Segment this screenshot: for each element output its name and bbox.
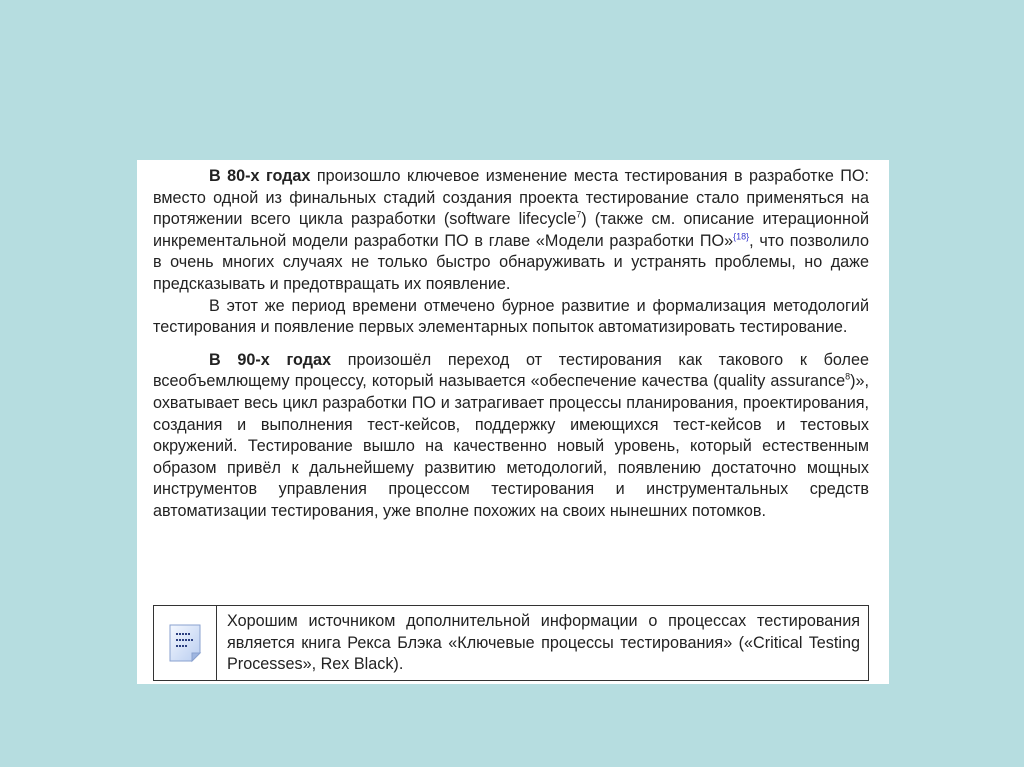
paragraph-80s-text-a: произошло ключевое изменение места тестирования в разработке ПО: вместо одной из финальных стадий создания проекта тестирование стало применяться на протяжении всего цикла разработки (software lifecycle xyxy=(153,167,869,229)
reference-link-18[interactable]: {18} xyxy=(733,231,750,242)
note-text: Хорошим источником дополнительной информации о процессах тестирования является книга Рекса Блэка «Ключевые процессы тестирования» («Critical Testing Processes», Rex Black). xyxy=(227,612,860,673)
paragraph-90s-text-a: произошёл переход от тестирования как такового к более всеобъемлющему процессу, который называется «обеспечение качества (quality assurance xyxy=(153,350,869,391)
footnote-8: 8 xyxy=(845,371,851,382)
paragraph-80s xyxy=(153,166,869,296)
paragraph-90s xyxy=(153,350,869,523)
paragraph-90s-text-b: )», охватывает весь цикл разработки ПО и затрагивает процессы планирования, проектирования, создания и выполнения тест-кейсов, поддержку имеющихся тест-кейсов и тестовых окружений. Тестирование вышло на качественно новый уровень, который естественным образом привёл к дальнейшему развитию методологий, появлению достаточно мощных инструментов управления процессом тестирования и инструментальных средств автоматизации тестирования, уже вполне похожих на своих нынешних потомков. xyxy=(153,372,869,520)
paragraph-80s-text-b: ) (также см. описание итерационной инкрементальной модели разработки ПО в главе «Модели разработки ПО» xyxy=(153,210,869,250)
paragraph-80s-heading: В 80-х годах xyxy=(209,167,311,185)
note-icon xyxy=(167,622,203,664)
footnote-7: 7 xyxy=(576,209,582,220)
paragraph-80s-text-c: , что позволило в очень многих случаях не только быстро обнаруживать и устранять проблемы, но даже предсказывать и предотвращать их появление. xyxy=(153,231,869,293)
paragraph-90s-heading: В 90-х годах xyxy=(209,350,331,369)
paragraph-80s-continued: В этот же период времени отмечено бурное развитие и формализация методологий тестирования и появление первых элементарных попыток автоматизировать тестирование. xyxy=(153,296,869,337)
note-icon-cell xyxy=(154,606,217,680)
info-note-box xyxy=(153,605,869,681)
document-text xyxy=(153,166,869,523)
